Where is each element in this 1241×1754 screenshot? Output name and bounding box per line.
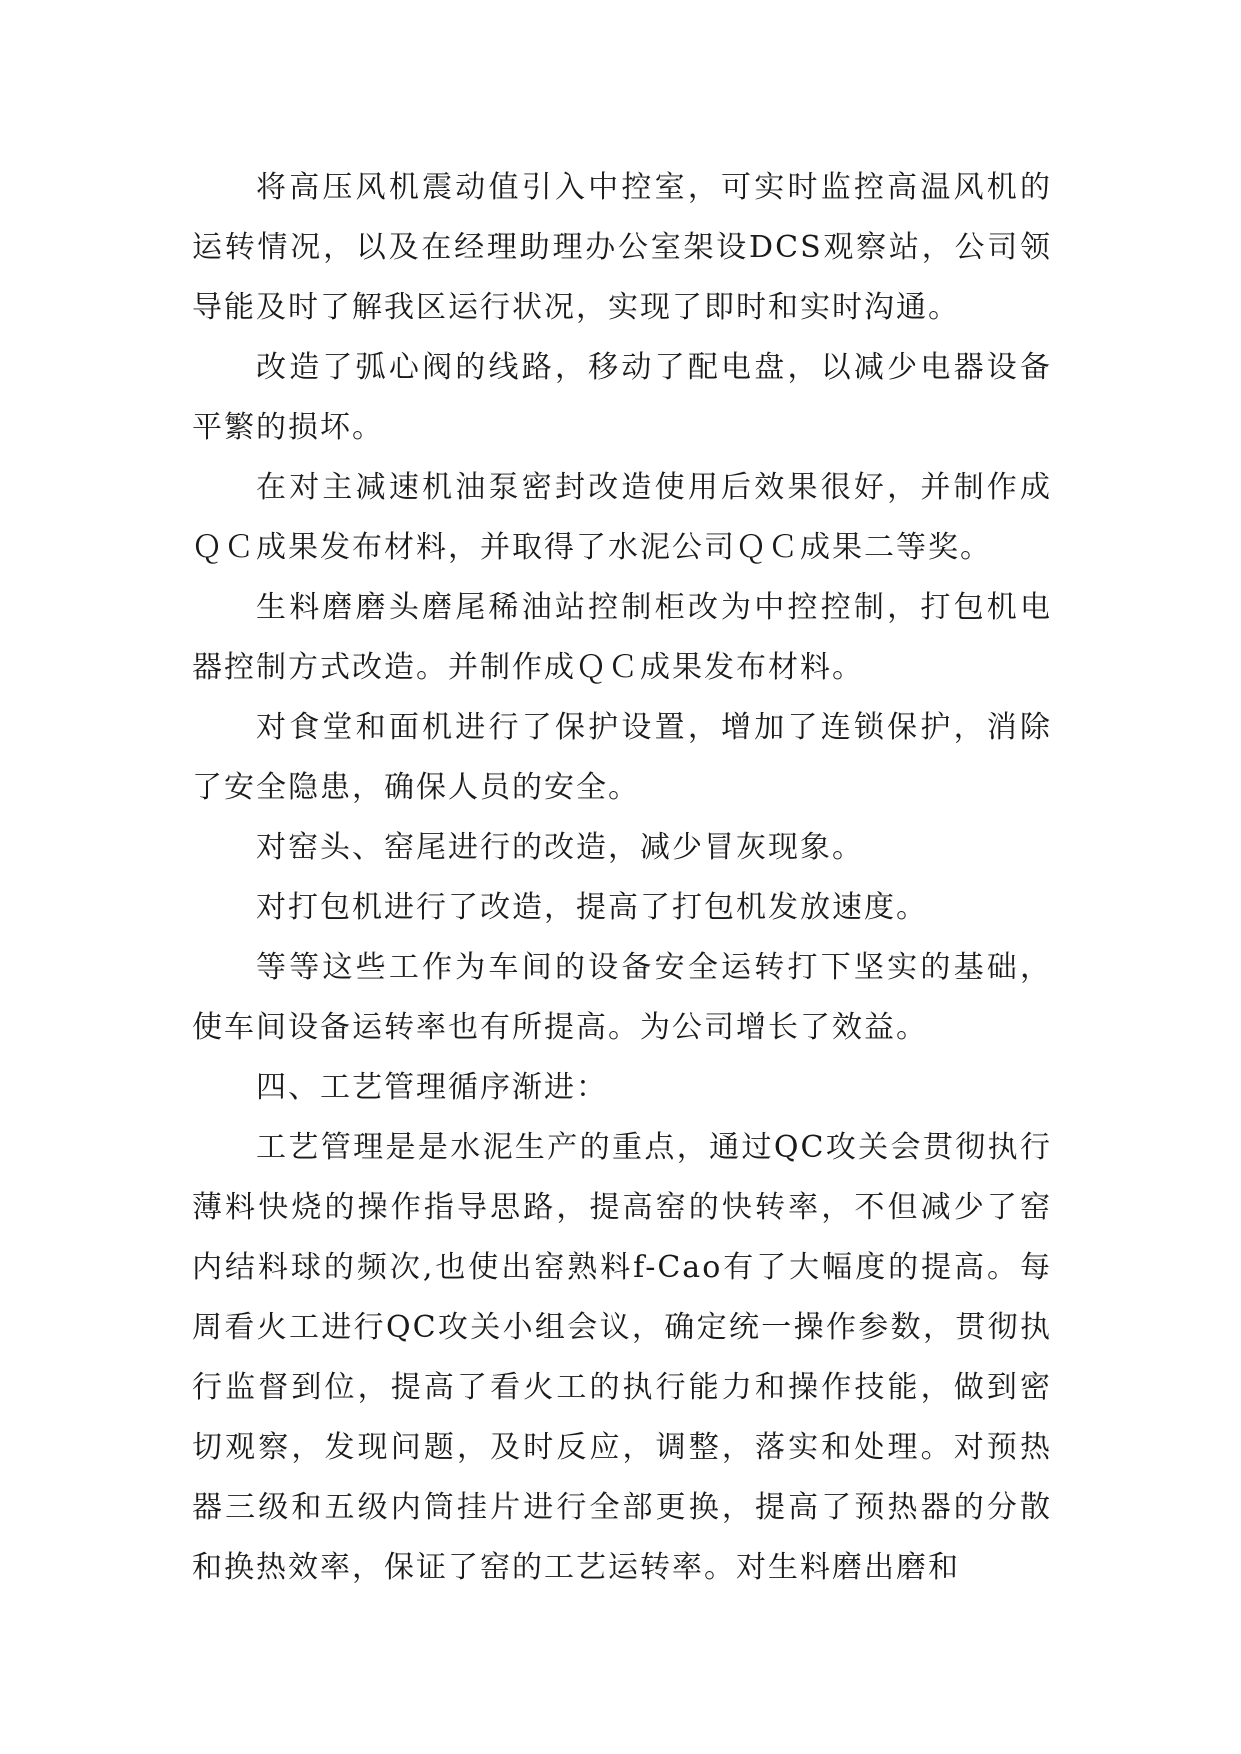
- paragraph-packer: 对打包机进行了改造，提高了打包机发放速度。: [256, 890, 928, 925]
- paragraph-kiln-head-tail: 对窑头、窑尾进行的改造，减少冒灰现象。: [256, 830, 864, 865]
- paragraph-oil-pump-seal: 在对主减速机油泵密封改造使用后效果很好，并制作成ＱＣ成果发布材料，并取得了水泥公司ＱＣ成果二等奖。: [192, 470, 1052, 565]
- paragraph-raw-mill-control: 生料磨磨头磨尾稀油站控制柜改为中控控制，打包机电器控制方式改造。并制作成ＱＣ成果发布材料。: [192, 590, 1052, 685]
- paragraph-summary: 等等这些工作为车间的设备安全运转打下坚实的基础，使车间设备运转率也有所提高。为公司增长了效益。: [192, 950, 1052, 1045]
- paragraph-canteen-mixer: 对食堂和面机进行了保护设置，增加了连锁保护，消除了安全隐患，确保人员的安全。: [192, 710, 1052, 805]
- section-heading-process-management: 四、工艺管理循序渐进：: [256, 1070, 608, 1105]
- paragraph-arc-valve: 改造了弧心阀的线路，移动了配电盘，以减少电器设备平繁的损坏。: [192, 350, 1052, 445]
- paragraph-process-management: 工艺管理是是水泥生产的重点，通过QC攻关会贯彻执行薄料快烧的操作指导思路，提高窑的快转率，不但减少了窑内结料球的频次,也使出窑熟料f-Cao有了大幅度的提高。每周看火工进行QC攻关小组会议，确定统一操作参数，贯彻执行监督到位，提高了看火工的执行能力和操作技能，做到密切观察，发现问题，及时反应，调整，落实和处理。对预热器三级和五级内筒挂片进行全部更换，提高了预热器的分散和换热效率，保证了窑的工艺运转率。对生料磨出磨和: [192, 1130, 1052, 1585]
- document-body: [192, 158, 1052, 1598]
- paragraph-fan-vibration: 将高压风机震动值引入中控室，可实时监控高温风机的运转情况，以及在经理助理办公室架设DCS观察站，公司领导能及时了解我区运行状况，实现了即时和实时沟通。: [192, 170, 1052, 325]
